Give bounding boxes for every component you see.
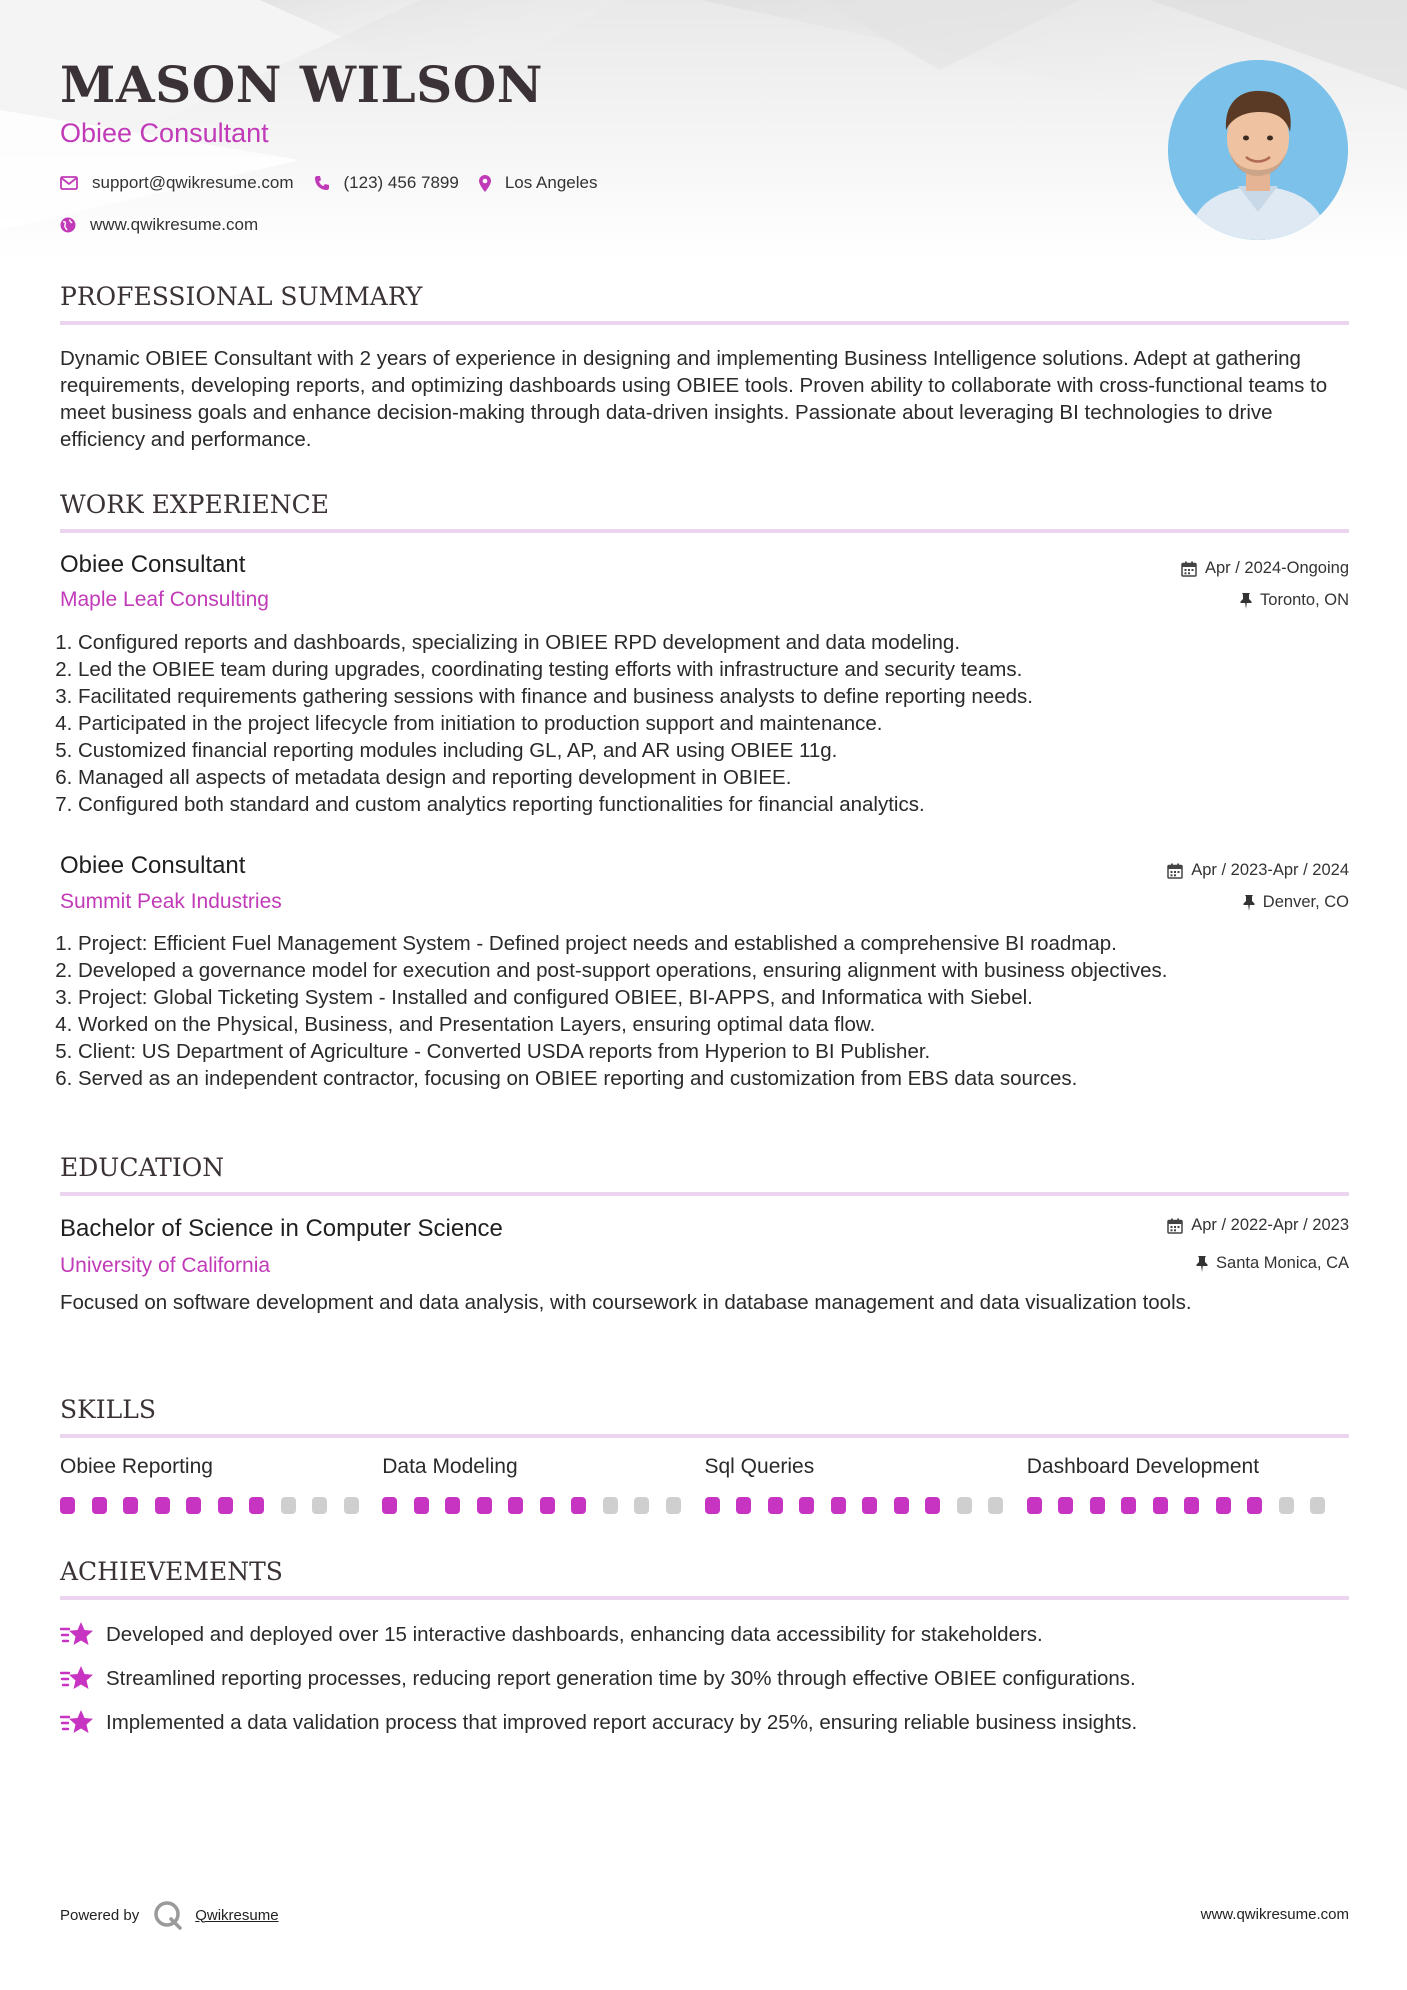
- phone-text: (123) 456 7899: [343, 173, 459, 192]
- skill-dot-filled: [768, 1497, 783, 1514]
- job-bullets: [60, 629, 1367, 818]
- skill-dot-filled: [92, 1497, 107, 1514]
- job-title: Obiee Consultant: [60, 551, 246, 578]
- envelope-icon: [60, 176, 78, 190]
- skill-level-meter: [382, 1497, 704, 1514]
- job-dates-text: Apr / 2024-Ongoing: [1204, 559, 1349, 577]
- skill-dot-filled: [1090, 1497, 1105, 1514]
- degree-title: Bachelor of Science in Computer Science: [60, 1215, 503, 1242]
- website-row: [60, 215, 278, 235]
- skill-dot-filled: [1184, 1497, 1199, 1514]
- job-company: Summit Peak Industries: [60, 890, 282, 913]
- list-item: 4. Worked on the Physical, Business, and Presentation Layers, ensuring optimal data flow.: [78, 1011, 1367, 1038]
- skill-dot-empty: [281, 1497, 296, 1514]
- calendar-icon: [1181, 561, 1197, 577]
- education-dates-text: Apr / 2022-Apr / 2023: [1191, 1216, 1349, 1234]
- skill-dot-filled: [831, 1497, 846, 1514]
- footer-url[interactable]: www.qwikresume.com: [1200, 1906, 1349, 1923]
- globe-icon: [60, 217, 76, 233]
- skill-dot-empty: [312, 1497, 327, 1514]
- skill-dot-empty: [634, 1497, 649, 1514]
- list-item: 6. Served as an independent contractor, focusing on OBIEE reporting and customization from EBS data sources.: [78, 1065, 1367, 1092]
- list-item: 1. Configured reports and dashboards, specializing in OBIEE RPD development and data modeling.: [78, 629, 1367, 656]
- achievement-item: [60, 1620, 1043, 1650]
- education-heading: EDUCATION: [60, 1153, 1349, 1196]
- job-company: Maple Leaf Consulting: [60, 588, 269, 611]
- achievement-text: Streamlined reporting processes, reducing report generation time by 30% through effective OBIEE configurations.: [106, 1667, 1136, 1690]
- skill-dot-filled: [414, 1497, 429, 1514]
- skill-dot-empty: [666, 1497, 681, 1514]
- skill-dot-empty: [988, 1497, 1003, 1514]
- star-icon: [60, 1620, 94, 1650]
- star-icon: [60, 1708, 94, 1738]
- skills-heading: SKILLS: [60, 1395, 1349, 1438]
- achievements-heading: ACHIEVEMENTS: [60, 1557, 1349, 1600]
- skill-dot-filled: [155, 1497, 170, 1514]
- skill-dot-empty: [957, 1497, 972, 1514]
- list-item: 7. Configured both standard and custom analytics reporting functionalities for financial analytics.: [78, 791, 1367, 818]
- summary-text: Dynamic OBIEE Consultant with 2 years of experience in designing and implementing Business Intelligence solutions. Adept at gathering requirements, developing reports, and optimizing dashboards using OBIEE tools. Proven ability to collaborate with cross-functional teams to meet business goals and enhance decision-making through data-driven insights. Passionate about leveraging BI technologies to drive efficiency and performance.: [60, 347, 1328, 451]
- list-item: 2. Developed a governance model for execution and post-support operations, ensuring alignment with business objectives.: [78, 957, 1367, 984]
- pushpin-icon: [1243, 894, 1255, 911]
- map-pin-icon: [479, 175, 491, 192]
- skill-item: [705, 1455, 1027, 1514]
- job-location: [1243, 893, 1349, 912]
- skill-dot-filled: [123, 1497, 138, 1514]
- contact-phone[interactable]: [314, 173, 459, 193]
- skill-dot-filled: [508, 1497, 523, 1514]
- skill-dot-filled: [1121, 1497, 1136, 1514]
- skill-level-meter: [705, 1497, 1027, 1514]
- pushpin-icon: [1240, 592, 1252, 609]
- skill-dot-filled: [1153, 1497, 1168, 1514]
- qwikresume-link[interactable]: Qwikresume: [195, 1906, 279, 1924]
- skill-dot-empty: [344, 1497, 359, 1514]
- pushpin-icon: [1196, 1255, 1208, 1272]
- education-dates: [1167, 1216, 1349, 1235]
- contact-website[interactable]: [60, 215, 258, 235]
- job-bullets: [60, 930, 1367, 1092]
- list-item: 2. Led the OBIEE team during upgrades, coordinating testing efforts with infrastructure and security teams.: [78, 656, 1367, 683]
- skill-item: [382, 1455, 704, 1514]
- skill-dot-filled: [1027, 1497, 1042, 1514]
- skill-level-meter: [1027, 1497, 1349, 1514]
- education-location-text: Santa Monica, CA: [1216, 1254, 1349, 1272]
- website-text: www.qwikresume.com: [90, 215, 259, 234]
- job-location-text: Toronto, ON: [1260, 591, 1349, 609]
- list-item: 4. Participated in the project lifecycle from initiation to production support and maintenance.: [78, 710, 1367, 737]
- contact-location: [479, 173, 598, 193]
- skill-dot-filled: [1058, 1497, 1073, 1514]
- skill-dot-filled: [60, 1497, 75, 1514]
- skill-level-meter: [60, 1497, 382, 1514]
- footer-powered-by: [60, 1900, 279, 1930]
- skill-item: [60, 1455, 382, 1514]
- skill-dot-filled: [1216, 1497, 1231, 1514]
- skill-dot-empty: [1310, 1497, 1325, 1514]
- achievement-text: Developed and deployed over 15 interactive dashboards, enhancing data accessibility for stakeholders.: [106, 1623, 1043, 1646]
- skill-dot-filled: [571, 1497, 586, 1514]
- summary-heading: PROFESSIONAL SUMMARY: [60, 282, 1349, 325]
- job-title: Obiee Consultant: [60, 852, 246, 879]
- calendar-icon: [1167, 863, 1183, 879]
- skill-name: Sql Queries: [704, 1455, 815, 1478]
- list-item: 5. Client: US Department of Agriculture - Converted USDA reports from Hyperion to BI Publisher.: [78, 1038, 1367, 1065]
- powered-by-label: Powered by: [60, 1906, 140, 1924]
- contact-email[interactable]: [60, 173, 294, 193]
- skill-name: Obiee Reporting: [60, 1455, 213, 1478]
- skill-name: Dashboard Development: [1026, 1455, 1260, 1478]
- job-dates: [1167, 861, 1349, 880]
- profile-photo: [1168, 60, 1348, 240]
- calendar-icon: [1167, 1218, 1183, 1234]
- education-text: Focused on software development and data analysis, with coursework in database management and data visualization tools.: [60, 1291, 1192, 1314]
- skill-name: Data Modeling: [382, 1455, 518, 1478]
- achievement-text: Implemented a data validation process that improved report accuracy by 25%, ensuring reliable business insights.: [106, 1711, 1138, 1734]
- phone-icon: [314, 175, 330, 191]
- qwikresume-logo-icon: [153, 1900, 183, 1930]
- job-dates-text: Apr / 2023-Apr / 2024: [1191, 861, 1349, 879]
- skill-dot-filled: [1247, 1497, 1262, 1514]
- list-item: 3. Facilitated requirements gathering sessions with finance and business analysts to define reporting needs.: [78, 683, 1367, 710]
- skill-dot-filled: [445, 1497, 460, 1514]
- skill-dot-empty: [1279, 1497, 1294, 1514]
- email-text: support@qwikresume.com: [92, 173, 294, 192]
- education-location: [1196, 1254, 1349, 1273]
- candidate-title: Obiee Consultant: [60, 118, 269, 148]
- skill-dot-empty: [603, 1497, 618, 1514]
- list-item: 6. Managed all aspects of metadata design and reporting development in OBIEE.: [78, 764, 1367, 791]
- skill-dot-filled: [382, 1497, 397, 1514]
- skill-item: [1027, 1455, 1349, 1514]
- skill-dot-filled: [218, 1497, 233, 1514]
- job-location-text: Denver, CO: [1262, 893, 1349, 911]
- star-icon: [60, 1664, 94, 1694]
- skills-grid: [60, 1455, 1349, 1514]
- list-item: 1. Project: Efficient Fuel Management System - Defined project needs and established a comprehensive BI roadmap.: [78, 930, 1367, 957]
- list-item: 5. Customized financial reporting modules including GL, AP, and AR using OBIEE 11g.: [78, 737, 1367, 764]
- list-item: 3. Project: Global Ticketing System - Installed and configured OBIEE, BI-APPS, and Informatica with Siebel.: [78, 984, 1367, 1011]
- skill-dot-filled: [799, 1497, 814, 1514]
- experience-heading: WORK EXPERIENCE: [60, 490, 1349, 533]
- location-text: Los Angeles: [504, 173, 598, 192]
- school-name: University of California: [60, 1254, 271, 1277]
- achievement-item: [60, 1664, 1136, 1694]
- skill-dot-filled: [925, 1497, 940, 1514]
- job-location: [1240, 591, 1349, 610]
- candidate-name: MASON WILSON: [60, 55, 543, 114]
- skill-dot-filled: [862, 1497, 877, 1514]
- skill-dot-filled: [249, 1497, 264, 1514]
- avatar: [1168, 60, 1348, 240]
- achievement-item: [60, 1708, 1137, 1738]
- skill-dot-filled: [186, 1497, 201, 1514]
- skill-dot-filled: [736, 1497, 751, 1514]
- skill-dot-filled: [540, 1497, 555, 1514]
- skill-dot-filled: [894, 1497, 909, 1514]
- skill-dot-filled: [477, 1497, 492, 1514]
- job-dates: [1181, 559, 1349, 578]
- contact-row: [60, 173, 617, 193]
- skill-dot-filled: [705, 1497, 720, 1514]
